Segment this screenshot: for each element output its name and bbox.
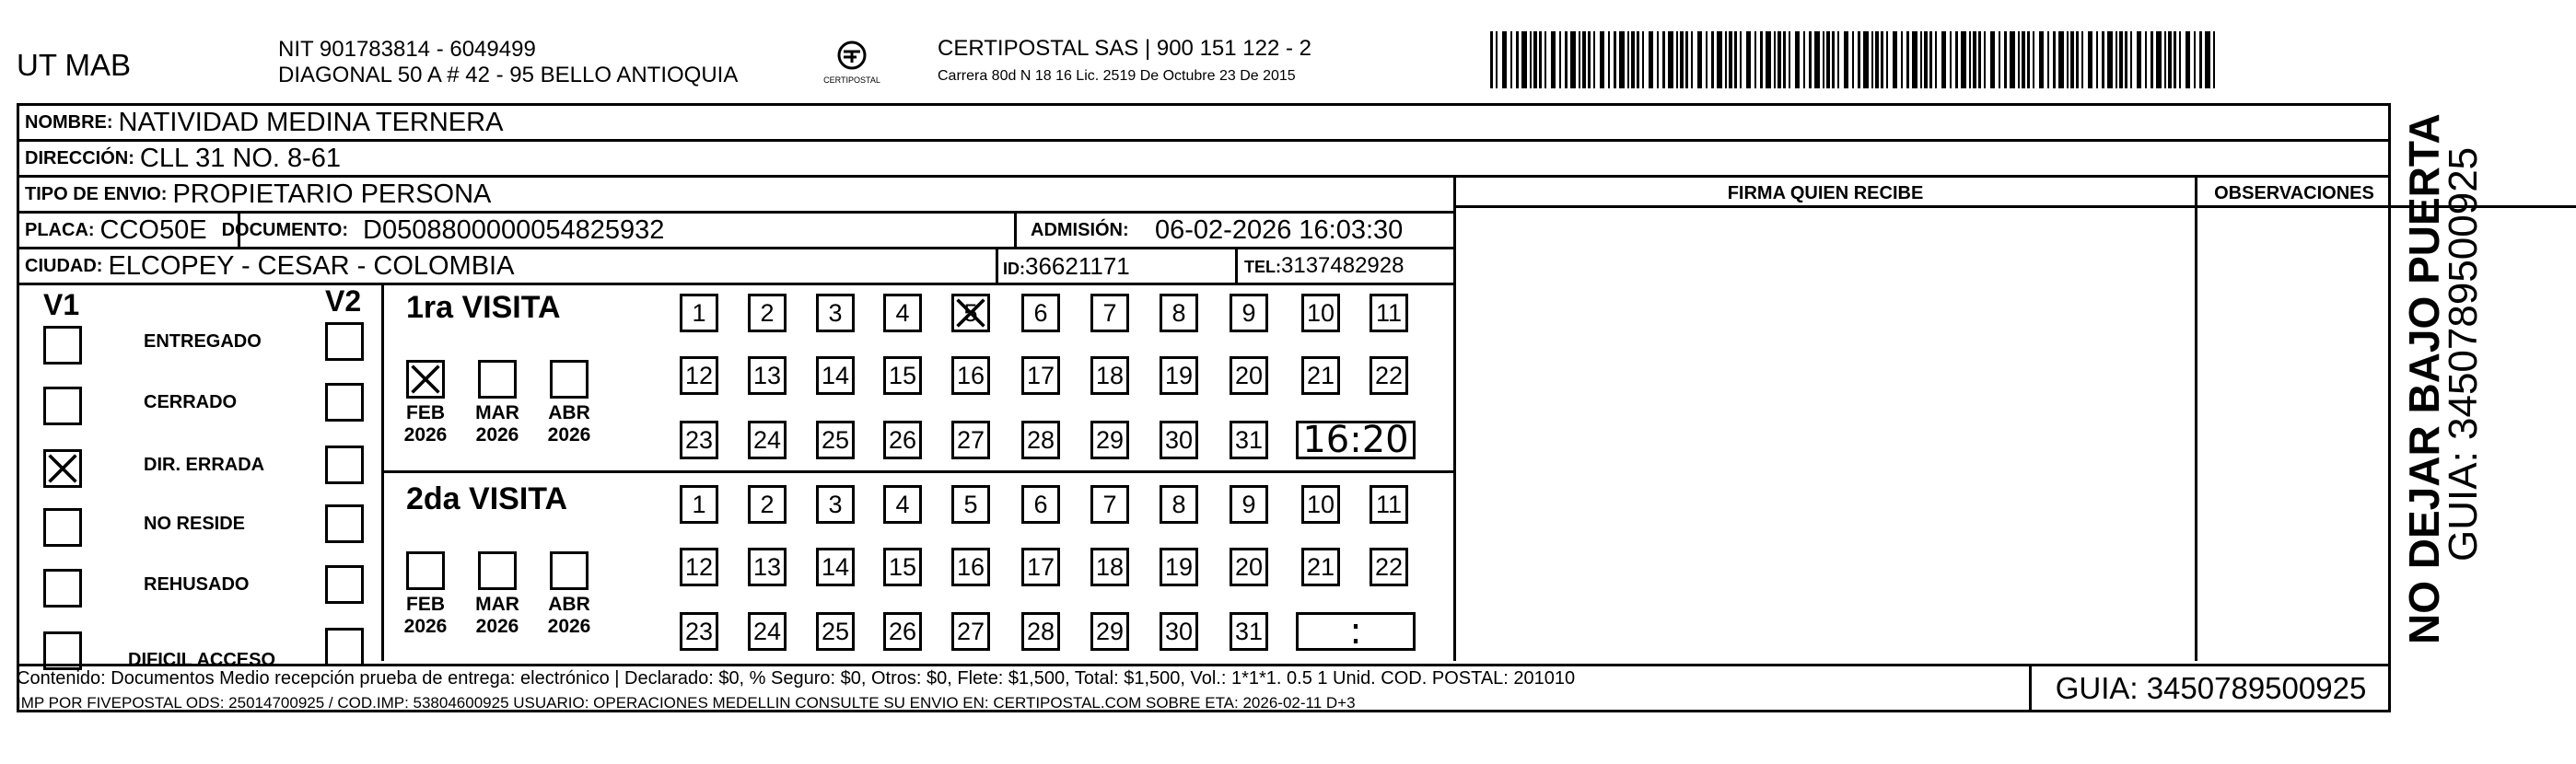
month-checkbox-feb[interactable] (406, 551, 445, 590)
certipostal-logo (810, 37, 893, 88)
documento-value: D0508800000054825932 (363, 214, 665, 245)
contenido-line: Contenido: Documentos Medio recepción prueba de entrega: electrónico | Declarado: $0, % Seguro: $0, Otros: $0, Flete: $1,500, Total: $1,500, Vol.: 1*1*1. 0.5 1 Unid. COD. POSTAL: 201010 (17, 668, 1576, 689)
day-box[interactable]: 26 (883, 612, 922, 651)
day-box[interactable]: 18 (1090, 548, 1129, 586)
month-checkbox-mar[interactable] (478, 360, 517, 399)
first-visit-title: 1ra VISITA (406, 290, 561, 325)
direccion-label: DIRECCIÓN: (25, 147, 134, 168)
day-box[interactable]: 14 (816, 356, 855, 395)
day-box[interactable]: 10 (1301, 485, 1340, 524)
month-checkbox-abr[interactable] (550, 551, 589, 590)
day-box[interactable]: 1 (680, 485, 718, 524)
day-box[interactable]: 18 (1090, 356, 1129, 395)
v2-status-checkbox[interactable] (325, 446, 364, 484)
day-box[interactable]: 15 (883, 356, 922, 395)
status-label: DIFICIL ACCESO (128, 650, 276, 670)
day-box[interactable]: 21 (1301, 356, 1340, 395)
day-box[interactable]: 20 (1230, 356, 1268, 395)
v2-label: V2 (325, 284, 362, 318)
status-label: ENTREGADO (144, 331, 262, 352)
day-box[interactable]: 5 (951, 294, 990, 332)
sender-info (278, 37, 738, 88)
nombre-value: NATIVIDAD MEDINA TERNERA (118, 107, 504, 137)
status-label: CERRADO (144, 392, 238, 412)
v2-status-checkbox[interactable] (325, 565, 364, 604)
day-box[interactable]: 7 (1090, 485, 1129, 524)
sender-nit: NIT 901783814 - 6049499 (278, 37, 536, 62)
guia-box: GUIA: 3450789500925 (2029, 665, 2390, 712)
nombre-row (19, 106, 2391, 142)
day-box[interactable]: 9 (1230, 485, 1268, 524)
placa-value: CCO50E (99, 214, 207, 245)
day-box[interactable]: 27 (951, 421, 990, 459)
day-box[interactable]: 28 (1021, 612, 1060, 651)
month-checkbox-mar[interactable] (478, 551, 517, 590)
v1-status-checkbox[interactable] (43, 508, 82, 547)
day-box[interactable]: 19 (1160, 356, 1198, 395)
nombre-label: NOMBRE: (25, 111, 113, 133)
day-box[interactable]: 11 (1370, 485, 1408, 524)
direccion-row (19, 142, 2391, 178)
placa-row (19, 214, 1456, 249)
courier-company: CERTIPOSTAL SAS | 900 151 122 - 2 (938, 36, 1311, 61)
second-visit-title: 2da VISITA (406, 481, 568, 516)
day-box[interactable]: 8 (1160, 294, 1198, 332)
day-box[interactable]: 29 (1090, 421, 1129, 459)
day-box[interactable]: 24 (748, 421, 787, 459)
day-box[interactable]: 19 (1160, 548, 1198, 586)
day-box[interactable]: 2 (748, 485, 787, 524)
firma-header: FIRMA QUIEN RECIBE (1727, 183, 1924, 203)
ciudad-label: CIUDAD: (25, 255, 103, 276)
day-box[interactable]: 10 (1301, 294, 1340, 332)
sender-name: UT MAB (17, 48, 132, 82)
observaciones-area[interactable] (2197, 205, 2391, 664)
day-box[interactable]: 15 (883, 548, 922, 586)
day-box[interactable]: 28 (1021, 421, 1060, 459)
v1-status-checkbox[interactable] (43, 326, 82, 365)
day-box[interactable]: 30 (1160, 421, 1198, 459)
no-dejar-warning: NO DEJAR BAJO PUERTA (2400, 113, 2448, 644)
day-box[interactable]: 3 (816, 294, 855, 332)
day-box[interactable]: 11 (1370, 294, 1408, 332)
day-box[interactable]: 13 (748, 356, 787, 395)
tipo-row (19, 178, 1456, 214)
status-label: DIR. ERRADA (144, 455, 265, 475)
day-box[interactable]: 21 (1301, 548, 1340, 586)
day-box[interactable]: 4 (883, 485, 922, 524)
day-box[interactable]: 31 (1230, 421, 1268, 459)
tel-field: TEL:3137482928 (1244, 253, 1405, 278)
day-box[interactable]: 12 (680, 356, 718, 395)
side-guia: GUIA: 3450789500925 (2441, 146, 2486, 561)
day-box[interactable]: 26 (883, 421, 922, 459)
v2-status-checkbox[interactable] (325, 383, 364, 422)
day-box[interactable]: 4 (883, 294, 922, 332)
v1-status-checkbox[interactable] (43, 387, 82, 425)
status-label: REHUSADO (144, 574, 250, 595)
day-box[interactable]: 6 (1021, 294, 1060, 332)
day-box[interactable]: 30 (1160, 612, 1198, 651)
day-marked-x (954, 296, 987, 330)
day-box[interactable]: 20 (1230, 548, 1268, 586)
day-box[interactable]: 17 (1021, 356, 1060, 395)
svg-text:CERTIPOSTAL: CERTIPOSTAL (823, 75, 880, 85)
admision-value: 06-02-2026 16:03:30 (1155, 214, 1404, 245)
direccion-value: CLL 31 NO. 8-61 (139, 143, 342, 173)
status-label: NO RESIDE (144, 514, 246, 534)
day-box[interactable]: 23 (680, 421, 718, 459)
ciudad-row (19, 249, 1456, 285)
sender-address: DIAGONAL 50 A # 42 - 95 BELLO ANTIOQUIA (278, 63, 739, 87)
day-box[interactable]: 13 (748, 548, 787, 586)
month-label: MAR 2026 (475, 594, 519, 637)
day-box[interactable]: 22 (1370, 356, 1408, 395)
ciudad-value: ELCOPEY - CESAR - COLOMBIA (108, 250, 515, 281)
month-label: ABR 2026 (547, 594, 591, 637)
day-box[interactable]: 3 (816, 485, 855, 524)
day-box[interactable]: 17 (1021, 548, 1060, 586)
day-box[interactable]: 2 (748, 294, 787, 332)
v1-status-checkbox[interactable] (43, 631, 82, 670)
visit-time-box[interactable]: 16:20 (1296, 421, 1416, 459)
imp-line: IMP POR FIVEPOSTAL ODS: 25014700925 / COD.IMP: 53804600925 USUARIO: OPERACIONES MEDELLIN CONSULTE SU ENVIO EN: CERTIPOSTAL.COM SOBRE ETA: 2026-02-11 D+3 (17, 694, 1356, 712)
barcode (1490, 31, 2222, 88)
day-box[interactable]: 8 (1160, 485, 1198, 524)
day-box[interactable]: 25 (816, 421, 855, 459)
documento-label: DOCUMENTO: (221, 219, 348, 240)
v2-status-checkbox[interactable] (325, 628, 364, 666)
v1-status-checkbox[interactable] (43, 449, 82, 488)
day-box[interactable]: 23 (680, 612, 718, 651)
day-box[interactable]: 7 (1090, 294, 1129, 332)
day-box[interactable]: 24 (748, 612, 787, 651)
day-box[interactable]: 25 (816, 612, 855, 651)
month-checkbox-abr[interactable] (550, 360, 589, 399)
day-box[interactable]: 9 (1230, 294, 1268, 332)
delivery-form (17, 103, 2391, 712)
visit-time-box[interactable]: : (1296, 612, 1416, 651)
day-box[interactable]: 5 (951, 485, 990, 524)
v1-status-checkbox[interactable] (43, 569, 82, 608)
firma-area[interactable] (1456, 205, 2195, 664)
day-box[interactable]: 12 (680, 548, 718, 586)
tipo-value: PROPIETARIO PERSONA (172, 179, 492, 209)
day-box[interactable]: 31 (1230, 612, 1268, 651)
day-box[interactable]: 27 (951, 612, 990, 651)
placa-label: PLACA: (25, 219, 95, 240)
day-box[interactable]: 16 (951, 548, 990, 586)
month-label: FEB 2026 (403, 594, 448, 637)
month-label: ABR 2026 (547, 402, 591, 446)
day-box[interactable]: 1 (680, 294, 718, 332)
courier-info (938, 35, 1311, 90)
v2-status-checkbox[interactable] (325, 504, 364, 543)
v2-status-checkbox[interactable] (325, 322, 364, 361)
day-box[interactable]: 22 (1370, 548, 1408, 586)
day-box[interactable]: 16 (951, 356, 990, 395)
day-box[interactable]: 6 (1021, 485, 1060, 524)
v1-label: V1 (43, 288, 80, 321)
day-box[interactable]: 29 (1090, 612, 1129, 651)
admision-label: ADMISIÓN: (1031, 219, 1129, 240)
courier-license: Carrera 80d N 18 16 Lic. 2519 De Octubre 23 De 2015 (938, 68, 1296, 84)
id-field: ID:36621171 (1003, 251, 1130, 280)
month-checkbox-feb[interactable] (406, 360, 445, 399)
observaciones-header: OBSERVACIONES (2214, 183, 2374, 203)
month-label: FEB 2026 (403, 402, 448, 446)
tipo-label: TIPO DE ENVIO: (25, 183, 168, 204)
month-label: MAR 2026 (475, 402, 519, 446)
day-box[interactable]: 14 (816, 548, 855, 586)
